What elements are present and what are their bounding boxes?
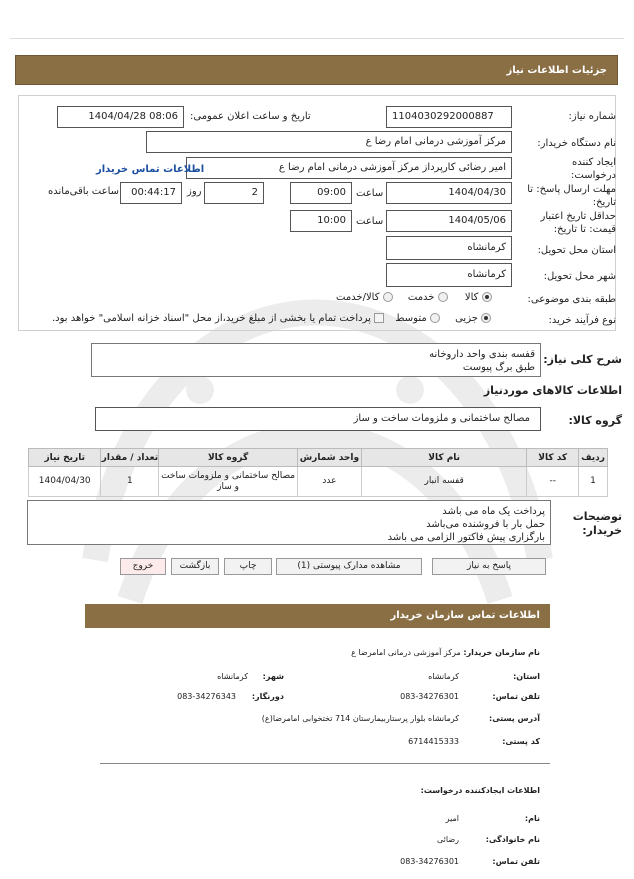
announce-date-label: تاریخ و ساعت اعلان عمومی: xyxy=(190,111,311,122)
contact-phone-value: 083-34276301 xyxy=(400,692,459,701)
creator-field: امیر رضائی کارپرداز مرکز آموزشی درمانی امام رضا ع xyxy=(186,157,512,179)
process-label: نوع فرآیند خرید: xyxy=(548,315,616,326)
summary-line-2: طبق برگ پیوست xyxy=(462,362,535,373)
remaining-time-field: 00:44:17 xyxy=(120,182,182,204)
contact-city-label: شهر: xyxy=(262,672,284,681)
cell-group: مصالح ساختمانی و ملزومات ساخت و ساز xyxy=(159,467,298,497)
col-row: ردیف xyxy=(579,449,608,467)
buyer-notes-field xyxy=(27,500,551,545)
contact-divider xyxy=(100,763,550,764)
proc-partial-label: جزیی xyxy=(455,313,478,324)
note-line-3: بارگزاری پیش فاکتور الزامی می باشد xyxy=(387,532,545,543)
need-number-label: شماره نیاز: xyxy=(568,111,616,122)
contact-city-value: کرمانشاه xyxy=(217,672,248,681)
goods-info-title: اطلاعات کالاهای موردنیاز xyxy=(483,384,622,397)
cell-unit: عدد xyxy=(297,467,361,497)
cat-service-radio[interactable] xyxy=(438,292,448,302)
contact-address-label: آدرس پستی: xyxy=(489,714,540,723)
goods-group-label: گروه کالا: xyxy=(568,414,622,427)
city-label: شهر محل تحویل: xyxy=(543,271,616,282)
buyer-contact-link[interactable]: اطلاعات تماس خریدار xyxy=(96,164,205,175)
buyer-notes-label: توضیحات خریدار: xyxy=(572,510,622,537)
contact-title: اطلاعات تماس سازمان خریدار xyxy=(85,604,550,628)
cell-qty: 1 xyxy=(101,467,159,497)
days-field: 2 xyxy=(204,182,264,204)
note-line-1: پرداخت یک ماه می باشد xyxy=(442,506,545,517)
validity-label: حداقل تاریخ اعتبار قیمت: تا تاریخ: xyxy=(540,211,616,235)
cell-name: قفسه انبار xyxy=(361,467,526,497)
remaining-time-label: ساعت باقی‌مانده xyxy=(48,186,120,197)
page-title: جزئیات اطلاعات نیاز xyxy=(15,55,618,85)
contact-org-label: نام سازمان خریدار: xyxy=(463,648,540,657)
col-unit: واحد شمارش xyxy=(297,449,361,467)
contact-phone-label: تلفن تماس: xyxy=(492,692,540,701)
contact-fax-value: 083-34276343 xyxy=(177,692,236,701)
treasury-note: پرداخت تمام یا بخشی از مبلغ خرید،از محل "اسناد خزانه اسلامی" خواهد بود. xyxy=(52,313,371,324)
creator-name-value: امیر xyxy=(445,814,459,823)
col-code: کد کالا xyxy=(527,449,579,467)
deadline-date-field: 1404/04/30 xyxy=(386,182,512,204)
category-options xyxy=(336,292,492,303)
cell-code: -- xyxy=(527,467,579,497)
deadline-label: مهلت ارسال پاسخ: تا تاریخ: xyxy=(527,184,616,208)
contact-fax-label: دورنگار: xyxy=(251,692,284,701)
col-date: تاریخ نیاز xyxy=(29,449,101,467)
category-label: طبقه بندی موضوعی: xyxy=(527,294,616,305)
province-field: کرمانشاه xyxy=(386,236,512,260)
treasury-checkbox[interactable] xyxy=(374,313,384,323)
cat-goods-service-radio[interactable] xyxy=(383,292,393,302)
cat-goods-label: کالا xyxy=(464,292,479,303)
contact-address-value: کرمانشاه بلوار پرستاربیمارستان 714 تختخوابی امامرضا(ع) xyxy=(261,714,459,723)
col-name: نام کالا xyxy=(361,449,526,467)
city-field: کرمانشاه xyxy=(386,263,512,287)
proc-partial-radio[interactable] xyxy=(481,313,491,323)
validity-time-field: 10:00 xyxy=(290,210,352,232)
province-label: استان محل تحویل: xyxy=(537,245,616,256)
process-options xyxy=(52,313,491,324)
reply-button[interactable]: پاسخ به نیاز xyxy=(432,558,546,575)
cat-service-label: خدمت xyxy=(407,292,435,303)
deadline-time-field: 09:00 xyxy=(290,182,352,204)
creator-name-label: نام: xyxy=(524,814,540,823)
creator-label: ایجاد کننده درخواست: xyxy=(571,157,616,181)
back-button[interactable]: بازگشت xyxy=(171,558,219,575)
proc-medium-radio[interactable] xyxy=(430,313,440,323)
contact-province-label: استان: xyxy=(513,672,540,681)
contact-province-value: کرمانشاه xyxy=(428,672,459,681)
contact-org xyxy=(351,648,540,657)
table-row xyxy=(29,467,608,497)
cat-goods-radio[interactable] xyxy=(482,292,492,302)
summary-line-1: قفسه بندی واحد داروخانه xyxy=(429,349,535,360)
top-divider xyxy=(10,38,624,39)
print-button[interactable]: چاپ xyxy=(224,558,272,575)
contact-postal-label: کد پستی: xyxy=(502,737,540,746)
validity-date-field: 1404/05/06 xyxy=(386,210,512,232)
goods-group-field: مصالح ساختمانی و ملزومات ساخت و ساز xyxy=(95,407,541,431)
creator-phone-value: 083-34276301 xyxy=(400,857,459,866)
summary-label: شرح کلی نیاز: xyxy=(543,353,622,366)
creator-family-value: رضائی xyxy=(437,835,459,844)
exit-button[interactable]: خروج xyxy=(120,558,166,575)
creator-phone-label: تلفن تماس: xyxy=(492,857,540,866)
cat-goods-service-label: کالا/خدمت xyxy=(336,292,380,303)
items-table xyxy=(28,448,608,497)
creator-family-label: نام خانوادگی: xyxy=(485,835,540,844)
proc-medium-label: متوسط xyxy=(395,313,427,324)
note-line-2: حمل بار با فروشنده می‌باشد xyxy=(426,519,545,530)
summary-field xyxy=(91,343,541,377)
validity-time-label: ساعت xyxy=(356,216,384,227)
contact-org-value: مرکز آموزشی درمانی امامرضا ع xyxy=(351,648,461,657)
cell-row: 1 xyxy=(579,467,608,497)
table-header-row xyxy=(29,449,608,467)
announce-date-field: 1404/04/28 08:06 xyxy=(57,106,184,128)
col-group: گروه کالا xyxy=(159,449,298,467)
buyer-org-field: مرکز آموزشی درمانی امام رضا ع xyxy=(146,131,512,153)
days-label: روز xyxy=(187,186,202,197)
contact-postal-value: 6714415333 xyxy=(408,737,459,746)
deadline-time-label: ساعت xyxy=(356,188,384,199)
creator-info-title: اطلاعات ایجادکننده درخواست: xyxy=(420,786,540,795)
buyer-org-label: نام دستگاه خریدار: xyxy=(537,138,616,149)
cell-date: 1404/04/30 xyxy=(29,467,101,497)
need-number-field: 1104030292000887 xyxy=(386,106,512,128)
col-qty: تعداد / مقدار xyxy=(101,449,159,467)
attachments-button[interactable]: مشاهده مدارک پیوستی (1) xyxy=(276,558,422,575)
